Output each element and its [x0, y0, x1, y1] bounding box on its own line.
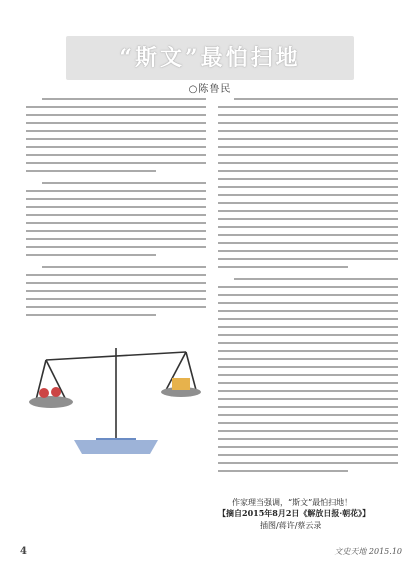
- paragraph: [218, 98, 398, 268]
- paragraph: [26, 182, 206, 256]
- page-number: 4: [20, 546, 27, 557]
- magazine-footer: 文史天地 2015.10: [334, 547, 402, 556]
- balance-scale-illustration: [26, 330, 206, 460]
- article-title: “斯文”最怕扫地: [119, 45, 301, 71]
- paragraph: [26, 98, 206, 172]
- paragraph: [218, 278, 398, 472]
- right-column: [218, 98, 398, 478]
- source-citation: 【摘自2015年8月2日《解放日报·朝花》】: [218, 508, 371, 518]
- left-column: [26, 98, 206, 322]
- author-byline: ○陈鲁民: [188, 84, 232, 95]
- illustration-credit: 插图/蒋许/蔡云录: [260, 521, 322, 530]
- title-banner: [66, 36, 354, 80]
- closing-line: 作家理当强调，“斯文”最怕扫地！: [232, 498, 353, 507]
- paragraph: [26, 266, 206, 316]
